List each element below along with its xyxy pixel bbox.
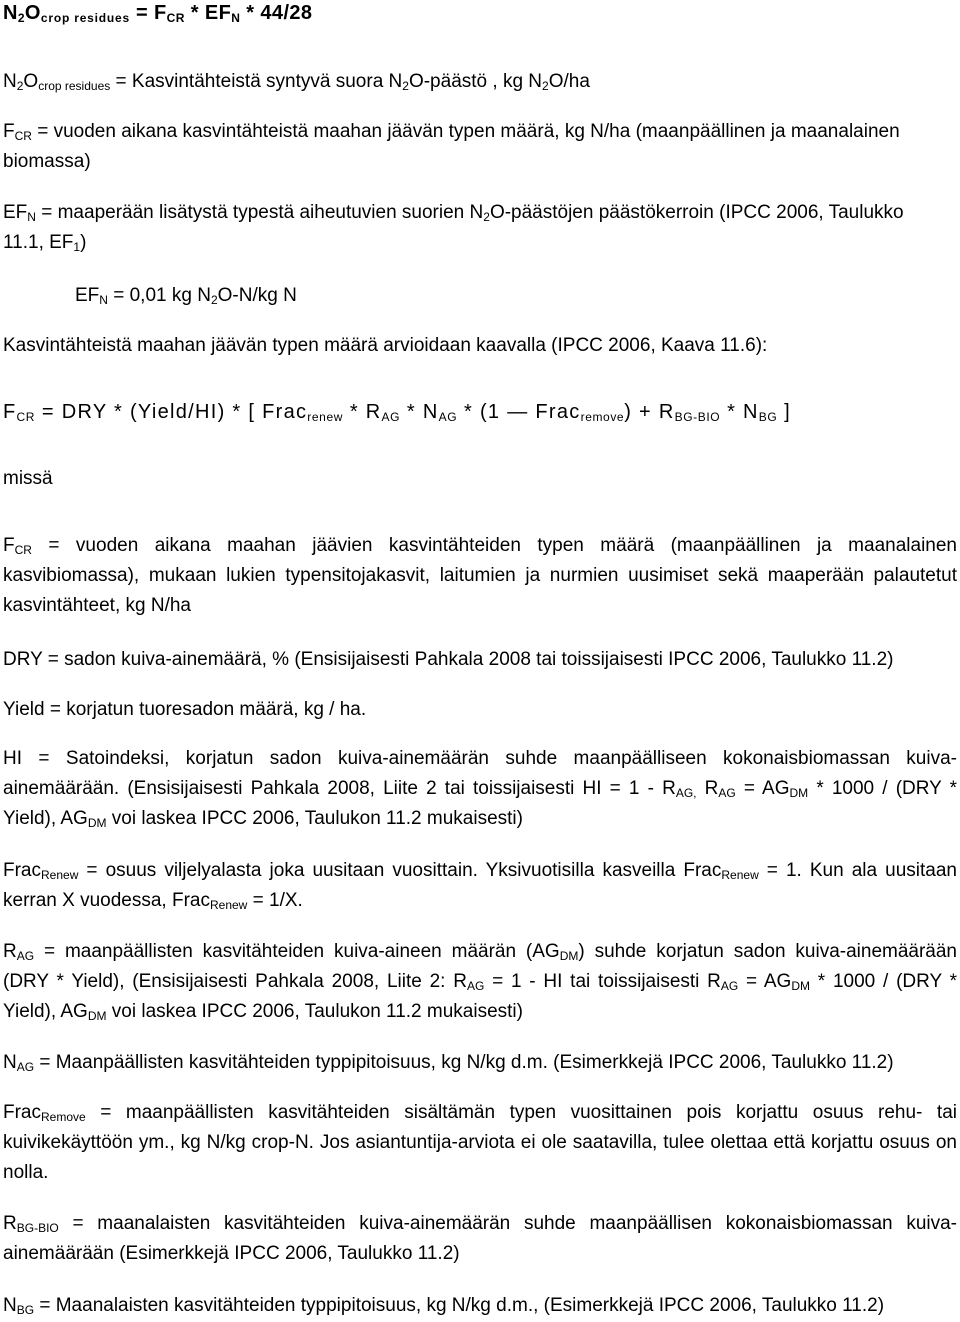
efn-value: $EF_N = 0,01$ kg $N_2O-N/kg$ N [75, 285, 297, 307]
definition-efn-line2: 11.1, $EF_1$) [3, 232, 87, 254]
fcr-formula: $F_{CR}$ = DRY * (Yield/HI) * [ Frac$_{renew}$ * $R_{AG} * N_{AG} * (1$ — Frac$_{remove}$) + $R_{BG-BIO} * N_{BG}$ ] [3, 401, 792, 424]
definition-fcr: $F_{CR}$ = vuoden aikana maahan jäävien kasvintähteiden typen määrä (maanpäällinen ja maanalainen kasvibiomassa), mukaan lukien typensitojakasvit, laitumien ja nurmien uusimiset sekä maaperään palautetut kasvintähteet, kg N/ha [3, 535, 957, 616]
estimate-sentence: Kasvintähteistä maahan jäävän typen määrä arvioidaan kaavalla (IPCC 2006, Kaava 11.6): [3, 335, 768, 356]
definition-frac-remove: Frac$_{Remove}$ = maanpäällisten kasvitähteiden sisältämän typen vuosittainen pois korjattu osuus rehu- tai kuivikekäyttöön ym., kg N/kg crop-N. Jos asiantuntija-arviota ei ole saatavilla, tulee olettaa että korjattu osuus on nolla. [3, 1102, 957, 1183]
missa-label: missä [3, 468, 53, 489]
definition-n2o: $N_2O_{crop residues}$ = Kasvintähteistä syntyvä suora $N_2O$-päästö , kg $N_2O/ha$ [3, 71, 590, 93]
definition-fcr-intro-line2: biomassa) [3, 151, 91, 172]
definition-efn: $EF_N$ = maaperään lisätystä typestä aiheutuvien suorien $N_2O$-päästöjen päästökerroin (IPCC 2006, Taulukko [3, 202, 904, 224]
definition-fcr-intro: $F_{CR}$ = vuoden aikana kasvintähteistä maahan jäävän typen määrä, kg N/ha (maanpäällinen ja maanalainen [3, 121, 900, 143]
definition-nbg: $N_{BG}$ = Maanalaisten kasvitähteiden typpipitoisuus, kg N/kg d.m., (Esimerkkejä IPCC 2006, Taulukko 11.2) [3, 1295, 885, 1317]
definition-rag: $R_{AG}$ = maanpäällisten kasvitähteiden kuiva-aineen määrän $(AG_{DM})$ suhde korjatun sadon kuiva-ainemäärään (DRY * Yield), (Ensisijaisesti Pahkala 2008, Liite 2: $R_{AG} = 1$ - HI tai toissijaisesti $R_{AG} = AG_{DM} * 1000 / (DRY$ * Yield), $AG_{DM}$ voi laskea IPCC 2006, Taulukon 11.2 mukaisesti) [3, 941, 958, 1023]
definition-hi: HI = Satoindeksi, korjatun sadon kuiva-ainemäärän suhde maanpäälliseen kokonaisbiomassan kuiva-ainemäärään. (Ensisijaisesti Pahkala 2008, Liite 2 tai toissijaisesti HI = $1 - R_{AG,}$ $R_{AG} = AG_{DM} * 1000 / (DRY$ * Yield), $AG_{DM}$ voi laskea IPCC 2006, Taulukon 11.2 mukaisesti) [3, 748, 957, 830]
definition-frac-renew: Frac$_{Renew}$ = osuus viljelyalasta joka uusitaan vuosittain. Yksivuotisilla kasveilla Frac$_{Renew}$ = 1. Kun ala uusitaan kerran X vuodessa, Frac$_{Renew}$ = 1/X. [3, 860, 957, 912]
main-formula-title: $N_2O_{crop residues} = F_{CR} * EF_N * 44/28$ [3, 2, 313, 25]
definition-rbg-bio: $R_{BG-BIO}$ = maanalaisten kasvitähteiden kuiva-ainemäärän suhde maanpäällisen kokonaisbiomassan kuiva-ainemäärään (Esimerkkejä IPCC 2006, Taulukko 11.2) [3, 1213, 957, 1264]
definition-nag: $N_{AG}$ = Maanpäällisten kasvitähteiden typpipitoisuus, kg N/kg d.m. (Esimerkkejä IPCC 2006, Taulukko 11.2) [3, 1052, 894, 1074]
definition-dry: DRY = sadon kuiva-ainemäärä, % (Ensisijaisesti Pahkala 2008 tai toissijaisesti IPCC 2006, Taulukko 11.2) [3, 649, 894, 670]
definition-yield: Yield = korjatun tuoresadon määrä, kg / ha. [3, 699, 367, 720]
